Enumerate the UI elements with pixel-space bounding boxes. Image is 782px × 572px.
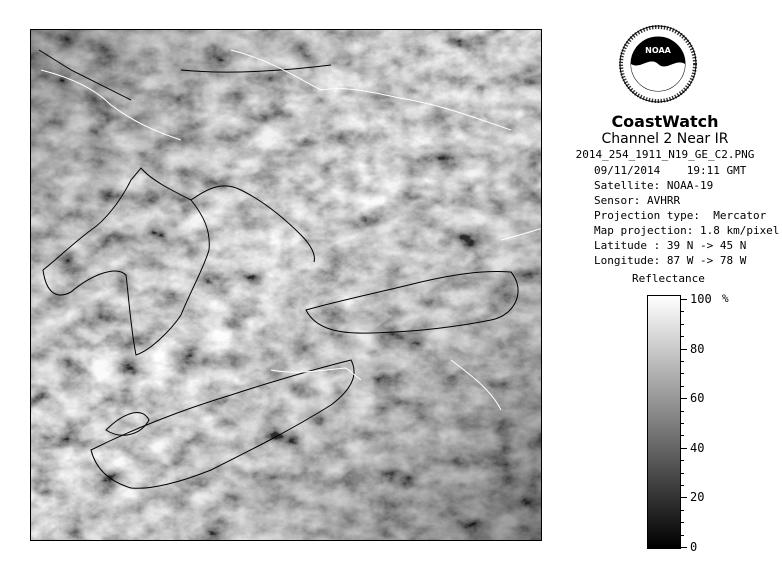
colorbar-minor-tick	[680, 423, 684, 424]
colorbar-minor-tick	[680, 510, 684, 511]
colorbar-minor-tick	[680, 435, 684, 436]
colorbar-major-tick	[680, 497, 687, 498]
colorbar-minor-tick	[680, 485, 684, 486]
colorbar-title: Reflectance	[632, 272, 705, 285]
colorbar-minor-tick	[680, 522, 684, 523]
colorbar	[647, 295, 681, 549]
projection-type-text: Projection type: Mercator	[594, 209, 767, 222]
channel-title: Channel 2 Near IR	[601, 131, 729, 147]
satellite-image	[30, 29, 542, 541]
colorbar-tick-label: 0	[690, 540, 698, 554]
brand-title: CoastWatch	[611, 112, 719, 131]
longitude-text: Longitude: 87 W -> 78 W	[594, 254, 747, 267]
colorbar-tick-label: 80	[690, 342, 705, 356]
colorbar-minor-tick	[680, 535, 684, 536]
colorbar-minor-tick	[680, 311, 684, 312]
colorbar-minor-tick	[680, 460, 684, 461]
colorbar-major-tick	[680, 547, 687, 548]
metadata	[594, 163, 779, 268]
colorbar-minor-tick	[680, 411, 684, 412]
colorbar-minor-tick	[680, 324, 684, 325]
noaa-seal-icon	[618, 20, 698, 110]
colorbar-major-tick	[680, 398, 687, 399]
satellite-imagery-svg	[31, 30, 542, 541]
sensor-text: Sensor: AVHRR	[594, 194, 681, 207]
colorbar-minor-tick	[680, 336, 684, 337]
image-filename: 2014_254_1911_N19_GE_C2.PNG	[575, 148, 755, 161]
colorbar-major-tick	[680, 299, 687, 300]
colorbar-tick-label: 100	[690, 292, 712, 306]
header	[560, 113, 770, 162]
colorbar-tick-label: 40	[690, 441, 705, 455]
colorbar-major-tick	[680, 349, 687, 350]
colorbar-minor-tick	[680, 373, 684, 374]
datetime-text: 09/11/2014 19:11 GMT	[594, 164, 747, 177]
colorbar-minor-tick	[680, 386, 684, 387]
colorbar-unit: %	[722, 292, 729, 305]
latitude-text: Latitude : 39 N -> 45 N	[594, 239, 747, 252]
satellite-text: Satellite: NOAA-19	[594, 179, 714, 192]
noaa-logo	[618, 20, 698, 110]
map-projection-text: Map projection: 1.8 km/pixel	[594, 224, 780, 237]
colorbar-major-tick	[680, 448, 687, 449]
colorbar-minor-tick	[680, 361, 684, 362]
colorbar-minor-tick	[680, 473, 684, 474]
colorbar-tick-label: 20	[690, 490, 705, 504]
logo-text: NOAA	[645, 46, 671, 55]
colorbar-tick-label: 60	[690, 391, 705, 405]
